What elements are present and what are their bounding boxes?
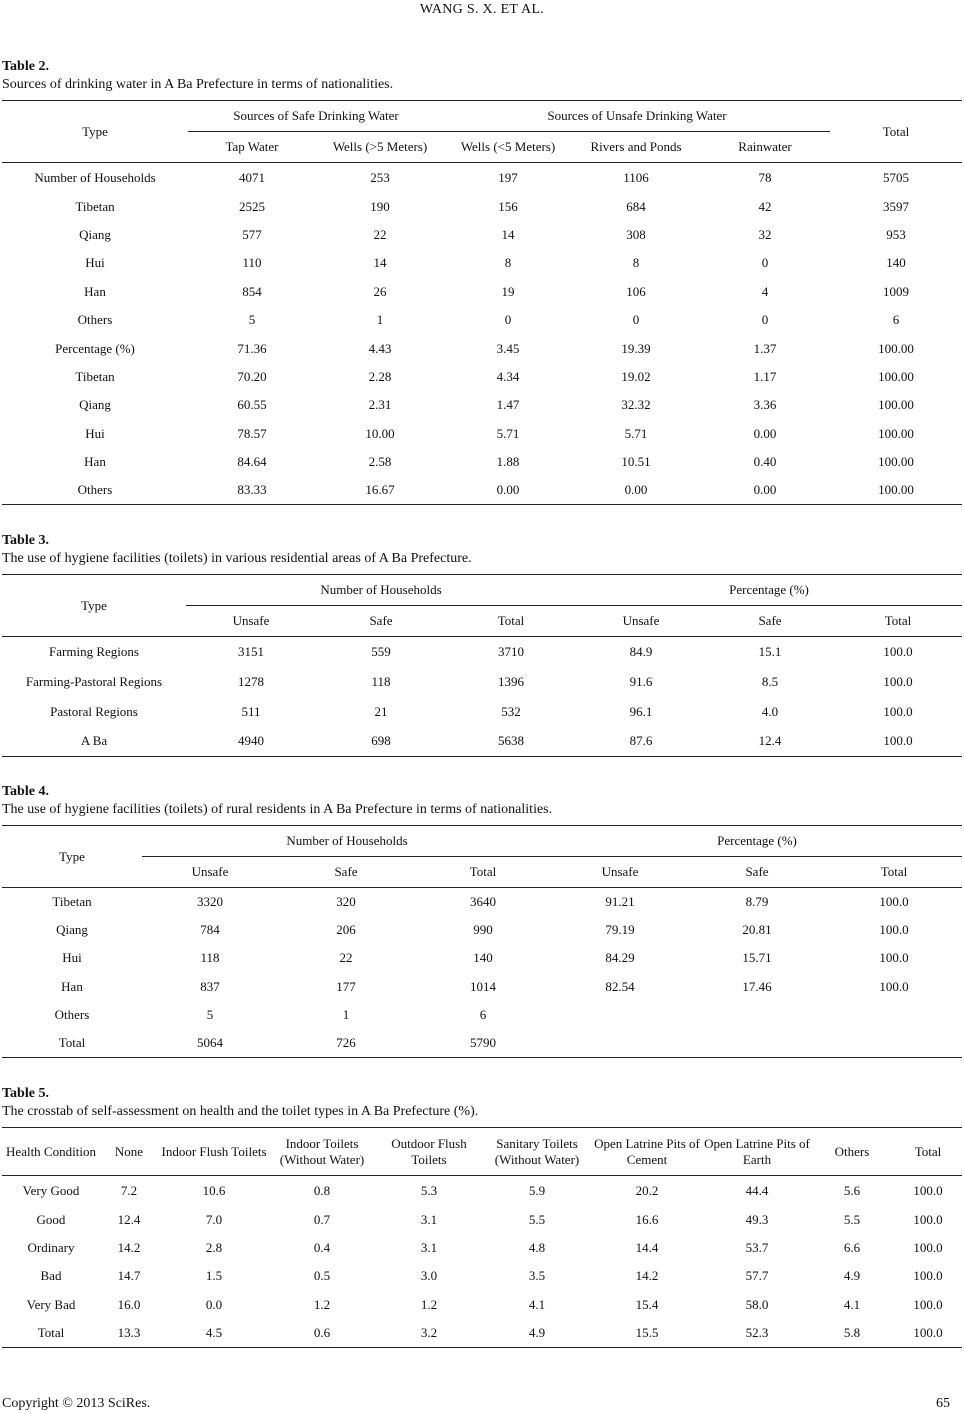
row-label: Tibetan: [75, 369, 115, 385]
table-cell: 14.7: [117, 1268, 141, 1284]
table-cell: 4.43: [368, 340, 392, 356]
table-cell: 7.0: [205, 1211, 223, 1227]
table-cell: 3710: [498, 643, 524, 659]
table-cell: 3320: [197, 893, 223, 909]
table-cell: 1: [376, 312, 384, 328]
table-cell: 0.00: [753, 425, 777, 441]
row-label: Percentage (%): [55, 340, 135, 356]
table-cell: [552, 1029, 688, 1057]
table-cell: 84.9: [629, 643, 653, 659]
table-cell: 0.0: [205, 1296, 223, 1312]
table-cell: 91.6: [629, 673, 653, 689]
table-cell: 71.36: [237, 340, 267, 356]
copyright-footer: Copyright © 2013 SciRes.: [2, 1396, 151, 1411]
row-label: Number of Households: [34, 169, 156, 185]
column-header: Others: [834, 1143, 870, 1159]
row-label: Hui: [62, 950, 82, 966]
column-header: Open Latrine Pits of Earth: [704, 1135, 810, 1167]
table-cell: 3597: [883, 198, 909, 214]
table-row: [2, 363, 962, 391]
table-cell: 100.0: [913, 1182, 943, 1198]
table-5: [2, 1127, 962, 1348]
table-cell: 10.51: [621, 454, 651, 470]
row-label: Ordinary: [27, 1240, 75, 1256]
row-label: Hui: [85, 425, 105, 441]
row-label: Tibetan: [52, 893, 92, 909]
table-cell: 253: [370, 169, 390, 185]
table-cell: 1.88: [496, 454, 520, 470]
table-5-label: Table 5.: [2, 1086, 49, 1101]
table-cell: 83.33: [237, 482, 267, 498]
column-header: Total: [914, 1143, 942, 1159]
table-3-type-header: Type: [81, 597, 107, 613]
column-header: Safe: [334, 864, 358, 879]
column-header: Safe: [745, 864, 769, 879]
table-cell: 1009: [883, 283, 909, 299]
column-header: Safe: [758, 613, 782, 628]
table-cell: 100.00: [878, 425, 914, 441]
table-cell: 0: [761, 255, 769, 271]
table-row: [2, 1319, 962, 1347]
table-cell: 3.2: [420, 1325, 438, 1340]
table-row: [2, 637, 962, 667]
table-cell: 2525: [239, 198, 265, 214]
table-cell: 837: [200, 978, 220, 994]
table-cell: 14.2: [117, 1240, 141, 1256]
table-cell: 100.00: [878, 397, 914, 413]
table-cell: 2.58: [368, 454, 392, 470]
table-cell: 140: [473, 950, 493, 966]
table-cell: 6.6: [843, 1240, 861, 1256]
table-cell: 1.2: [420, 1296, 438, 1312]
column-header: Wells (>5 Meters): [332, 139, 428, 154]
column-header: Total: [469, 864, 497, 879]
table-cell: 5.6: [843, 1182, 861, 1198]
table-cell: 4.9: [528, 1325, 546, 1340]
row-label: Others: [77, 482, 113, 498]
row-label: Farming-Pastoral Regions: [25, 673, 163, 689]
table-cell: 5: [248, 312, 256, 328]
table-cell: 12.4: [117, 1211, 141, 1227]
table-cell: 100.0: [879, 978, 909, 994]
table-cell: 3640: [470, 893, 496, 909]
table-cell: 26: [373, 283, 387, 299]
table-cell: 100.0: [913, 1211, 943, 1227]
table-cell: 1278: [238, 673, 264, 689]
table-cell: 118: [200, 950, 220, 966]
table-cell: 532: [501, 703, 521, 719]
table-cell: 84.29: [605, 950, 635, 966]
table-row: [2, 306, 962, 334]
table-cell: 5638: [498, 733, 524, 749]
table-cell: 100.0: [883, 673, 913, 689]
table-cell: 8: [632, 255, 640, 271]
table-row: [2, 278, 962, 306]
table-2-block: [0, 58, 964, 505]
table-cell: 0: [632, 312, 640, 328]
table-row: [2, 1234, 962, 1262]
table-4-block: [0, 783, 964, 1058]
table-row: [2, 727, 962, 757]
table-row: [2, 888, 962, 916]
table-cell: 4.0: [761, 703, 779, 719]
table-cell: 0: [761, 312, 769, 328]
table-cell: 726: [336, 1034, 356, 1050]
table-2-caption: Sources of drinking water in A Ba Prefecture in terms of nationalities.: [2, 77, 394, 92]
column-header: Sanitary Toilets (Without Water): [494, 1135, 580, 1167]
table-cell: 684: [626, 198, 646, 214]
table-cell: 1.17: [753, 369, 777, 385]
table-cell: 118: [371, 673, 391, 689]
table-3-caption: The use of hygiene facilities (toilets) in various residential areas of A Ba Prefecture.: [2, 551, 472, 566]
table-cell: 5.9: [528, 1182, 546, 1198]
table-cell: 84.64: [237, 454, 267, 470]
table-cell: 3.1: [420, 1211, 438, 1227]
table-3-percentage-header: Percentage (%): [576, 575, 962, 606]
table-cell: 177: [336, 978, 356, 994]
table-cell: 60.55: [237, 397, 267, 413]
table-cell: 8: [504, 255, 512, 271]
row-label: Others: [54, 1006, 90, 1022]
table-cell: 6: [892, 312, 900, 328]
row-label: Han: [84, 454, 106, 470]
table-cell: [826, 1029, 962, 1057]
table-row: [2, 391, 962, 419]
table-5-caption: The crosstab of self-assessment on health and the toilet types in A Ba Prefecture (%).: [2, 1104, 479, 1119]
table-3-households-header: Number of Households: [186, 575, 576, 606]
table-cell: 8.5: [761, 673, 779, 689]
table-cell: 2.31: [368, 397, 392, 413]
table-3-label: Table 3.: [2, 533, 49, 548]
table-row: [2, 163, 962, 193]
table-3: [2, 574, 962, 757]
row-label: Qiang: [56, 921, 88, 937]
row-label: Tibetan: [75, 198, 115, 214]
table-cell: 5.5: [843, 1211, 861, 1227]
column-header: Rainwater: [738, 139, 792, 154]
table-cell: 3.0: [420, 1268, 438, 1284]
table-cell: 3.36: [753, 397, 777, 413]
table-cell: 100.00: [878, 340, 914, 356]
table-cell: 953: [886, 227, 906, 243]
table-cell: 0.00: [753, 482, 777, 498]
table-cell: 17.46: [742, 978, 772, 994]
table-4-percentage-header: Percentage (%): [552, 826, 962, 857]
table-cell: 4940: [238, 733, 264, 749]
table-cell: 52.3: [745, 1325, 769, 1340]
table-row: [2, 944, 962, 972]
table-cell: 100.0: [879, 950, 909, 966]
table-cell: 2.28: [368, 369, 392, 385]
table-cell: 100.0: [883, 643, 913, 659]
table-cell: 0.6: [313, 1325, 331, 1340]
row-label: Very Good: [22, 1182, 80, 1198]
table-cell: 7.2: [120, 1182, 138, 1198]
row-label: Qiang: [79, 397, 111, 413]
table-2-label: Table 2.: [2, 59, 49, 74]
table-cell: 21: [374, 703, 388, 719]
table-cell: 100.0: [883, 703, 913, 719]
table-cell: 100.0: [913, 1268, 943, 1284]
table-2-safe-header: Sources of Safe Drinking Water: [188, 101, 444, 132]
table-cell: 1396: [498, 673, 524, 689]
table-5-block: [0, 1085, 964, 1348]
table-cell: 4.34: [496, 369, 520, 385]
table-row: [2, 1206, 962, 1234]
table-cell: 5064: [197, 1034, 223, 1050]
table-cell: 100.0: [913, 1240, 943, 1256]
table-cell: 100.0: [883, 733, 913, 749]
table-2: [2, 100, 962, 505]
table-row: [2, 972, 962, 1000]
table-2-type-header: Type: [82, 123, 108, 139]
table-cell: 14.2: [635, 1268, 659, 1284]
table-cell: 87.6: [629, 733, 653, 749]
table-cell: 5: [206, 1006, 214, 1022]
table-cell: 5.71: [624, 425, 648, 441]
table-cell: 10.6: [202, 1182, 226, 1198]
table-row: [2, 193, 962, 221]
table-cell: 0.5: [313, 1268, 331, 1284]
table-cell: 698: [371, 733, 391, 749]
table-cell: [688, 1029, 826, 1057]
table-cell: 5.8: [843, 1325, 861, 1340]
table-cell: 0.00: [624, 482, 648, 498]
table-cell: 990: [473, 921, 493, 937]
table-cell: 206: [336, 921, 356, 937]
row-label: A Ba: [80, 733, 108, 749]
table-row: [2, 667, 962, 697]
column-header: Wells (<5 Meters): [460, 139, 556, 154]
table-cell: 3.45: [496, 340, 520, 356]
table-cell: 14: [501, 227, 515, 243]
table-cell: 5.71: [496, 425, 520, 441]
running-head: WANG S. X. ET AL.: [419, 2, 545, 17]
table-cell: 15.4: [635, 1296, 659, 1312]
table-cell: 100.00: [878, 482, 914, 498]
column-header: Indoor Flush Toilets: [161, 1143, 267, 1159]
table-cell: 19.02: [621, 369, 651, 385]
table-cell: 1.37: [753, 340, 777, 356]
table-cell: 53.7: [745, 1240, 769, 1256]
table-cell: 15.5: [635, 1325, 659, 1340]
table-row: [2, 420, 962, 448]
column-header: Unsafe: [601, 864, 639, 879]
table-row: [2, 249, 962, 277]
table-row: [2, 448, 962, 476]
table-cell: 854: [242, 283, 262, 299]
table-2-unsafe-header: Sources of Unsafe Drinking Water: [444, 101, 830, 132]
table-cell: 4.5: [205, 1325, 223, 1340]
table-cell: 91.21: [605, 893, 635, 909]
table-cell: 100.0: [879, 921, 909, 937]
table-cell: 79.19: [605, 921, 635, 937]
table-cell: 4.1: [528, 1296, 546, 1312]
row-label: Farming Regions: [49, 643, 139, 659]
table-cell: 320: [336, 893, 356, 909]
column-header: Safe: [369, 613, 393, 628]
table-cell: 0.00: [496, 482, 520, 498]
table-cell: 22: [373, 227, 387, 243]
table-cell: 44.4: [745, 1182, 769, 1198]
table-cell: 4: [761, 283, 769, 299]
table-3-block: [0, 532, 964, 757]
table-row: [2, 221, 962, 249]
table-cell: 1106: [623, 169, 649, 185]
table-row: [2, 1029, 962, 1057]
table-cell: 19.39: [621, 340, 651, 356]
table-row: [2, 916, 962, 944]
column-header: Indoor Toilets (Without Water): [279, 1135, 365, 1167]
table-cell: 3.5: [528, 1268, 546, 1284]
table-cell: 82.54: [605, 978, 635, 994]
table-cell: [552, 1001, 688, 1029]
table-cell: 140: [886, 255, 906, 271]
table-cell: 1.47: [496, 397, 520, 413]
table-cell: 784: [200, 921, 220, 937]
table-4-type-header: Type: [59, 848, 85, 864]
column-header: Unsafe: [232, 613, 270, 628]
table-cell: 20.2: [635, 1182, 659, 1198]
column-header: Outdoor Flush Toilets: [391, 1135, 467, 1167]
table-cell: 49.3: [745, 1211, 769, 1227]
column-header: Open Latrine Pits of Cement: [594, 1135, 700, 1167]
table-cell: 19: [501, 283, 515, 299]
table-cell: 15.71: [742, 950, 772, 966]
table-cell: 110: [242, 255, 262, 271]
table-cell: 16.0: [117, 1296, 141, 1312]
table-4-households-header: Number of Households: [142, 826, 552, 857]
table-row: [2, 1291, 962, 1319]
column-header: Health Condition: [6, 1143, 96, 1159]
table-cell: 4.8: [528, 1240, 546, 1256]
table-cell: 559: [371, 643, 391, 659]
table-cell: 14.4: [635, 1240, 659, 1256]
table-cell: 3.1: [420, 1240, 438, 1256]
table-cell: 16.6: [635, 1211, 659, 1227]
row-label: Han: [61, 978, 83, 994]
column-header: Total: [884, 613, 912, 628]
table-cell: 0.7: [313, 1211, 331, 1227]
row-label: Hui: [85, 255, 105, 271]
table-cell: 2.8: [205, 1240, 223, 1256]
table-cell: 577: [242, 227, 262, 243]
table-cell: 32.32: [621, 397, 651, 413]
table-cell: 70.20: [237, 369, 267, 385]
table-cell: 5.5: [528, 1211, 546, 1227]
table-row: [2, 697, 962, 727]
row-label: Total: [58, 1034, 86, 1050]
column-header: Unsafe: [622, 613, 660, 628]
table-cell: 0.8: [313, 1182, 331, 1198]
table-cell: 3151: [238, 643, 264, 659]
column-header: None: [114, 1143, 144, 1159]
row-label: Good: [36, 1211, 66, 1227]
table-cell: 4.9: [843, 1268, 861, 1284]
row-label: Others: [77, 312, 113, 328]
table-cell: 12.4: [758, 733, 782, 749]
table-cell: 15.1: [758, 643, 782, 659]
table-cell: 14: [373, 255, 387, 271]
page-number: 65: [936, 1396, 950, 1411]
table-cell: 1.5: [205, 1268, 223, 1284]
table-cell: 4071: [239, 169, 265, 185]
table-cell: 190: [370, 198, 390, 214]
table-cell: 1.2: [313, 1296, 331, 1312]
row-label: Very Bad: [26, 1296, 76, 1312]
table-cell: 78.57: [237, 425, 267, 441]
table-cell: 308: [626, 227, 646, 243]
table-cell: 100.00: [878, 369, 914, 385]
table-cell: 13.3: [117, 1325, 141, 1340]
table-cell: 1014: [470, 978, 496, 994]
table-cell: 6: [479, 1006, 487, 1022]
table-cell: 20.81: [742, 921, 772, 937]
table-cell: 100.00: [878, 454, 914, 470]
column-header: Tap Water: [225, 139, 279, 154]
column-header: Total: [880, 864, 908, 879]
column-header: Unsafe: [191, 864, 229, 879]
table-cell: [826, 1001, 962, 1029]
table-cell: 10.00: [365, 425, 395, 441]
table-2-total-header: Total: [882, 123, 910, 139]
table-cell: 96.1: [629, 703, 653, 719]
table-cell: [688, 1001, 826, 1029]
table-cell: 511: [241, 703, 261, 719]
table-4-caption: The use of hygiene facilities (toilets) of rural residents in A Ba Prefecture in terms of nationalities.: [2, 802, 553, 817]
table-cell: 5790: [470, 1034, 496, 1050]
table-cell: 1: [342, 1006, 350, 1022]
table-4: [2, 825, 962, 1058]
table-cell: 32: [758, 227, 772, 243]
table-cell: 4.1: [843, 1296, 861, 1312]
table-cell: 22: [339, 950, 353, 966]
table-row: [2, 1176, 962, 1206]
table-cell: 42: [758, 198, 772, 214]
column-header: Total: [497, 613, 525, 628]
table-cell: 58.0: [745, 1296, 769, 1312]
row-label: Bad: [40, 1268, 62, 1284]
table-cell: 5705: [883, 169, 909, 185]
row-label: Qiang: [79, 227, 111, 243]
table-cell: 106: [626, 283, 646, 299]
table-cell: 100.0: [913, 1296, 943, 1312]
table-cell: 100.0: [879, 893, 909, 909]
table-cell: 5.3: [420, 1182, 438, 1198]
row-label: Pastoral Regions: [50, 703, 138, 719]
table-cell: 8.79: [745, 893, 769, 909]
table-cell: 16.67: [365, 482, 395, 498]
table-cell: 57.7: [745, 1268, 769, 1284]
table-cell: 100.0: [913, 1325, 943, 1340]
row-label: Total: [37, 1325, 65, 1340]
table-cell: 0.40: [753, 454, 777, 470]
table-cell: 0.4: [313, 1240, 331, 1256]
table-row: [2, 334, 962, 362]
column-header: Rivers and Ponds: [590, 139, 682, 154]
table-4-label: Table 4.: [2, 784, 49, 799]
table-cell: 0: [504, 312, 512, 328]
row-label: Han: [84, 283, 106, 299]
table-row: [2, 1262, 962, 1290]
table-row: [2, 476, 962, 504]
table-cell: 78: [758, 169, 772, 185]
table-row: [2, 1001, 962, 1029]
table-cell: 156: [498, 198, 518, 214]
table-cell: 197: [498, 169, 518, 185]
